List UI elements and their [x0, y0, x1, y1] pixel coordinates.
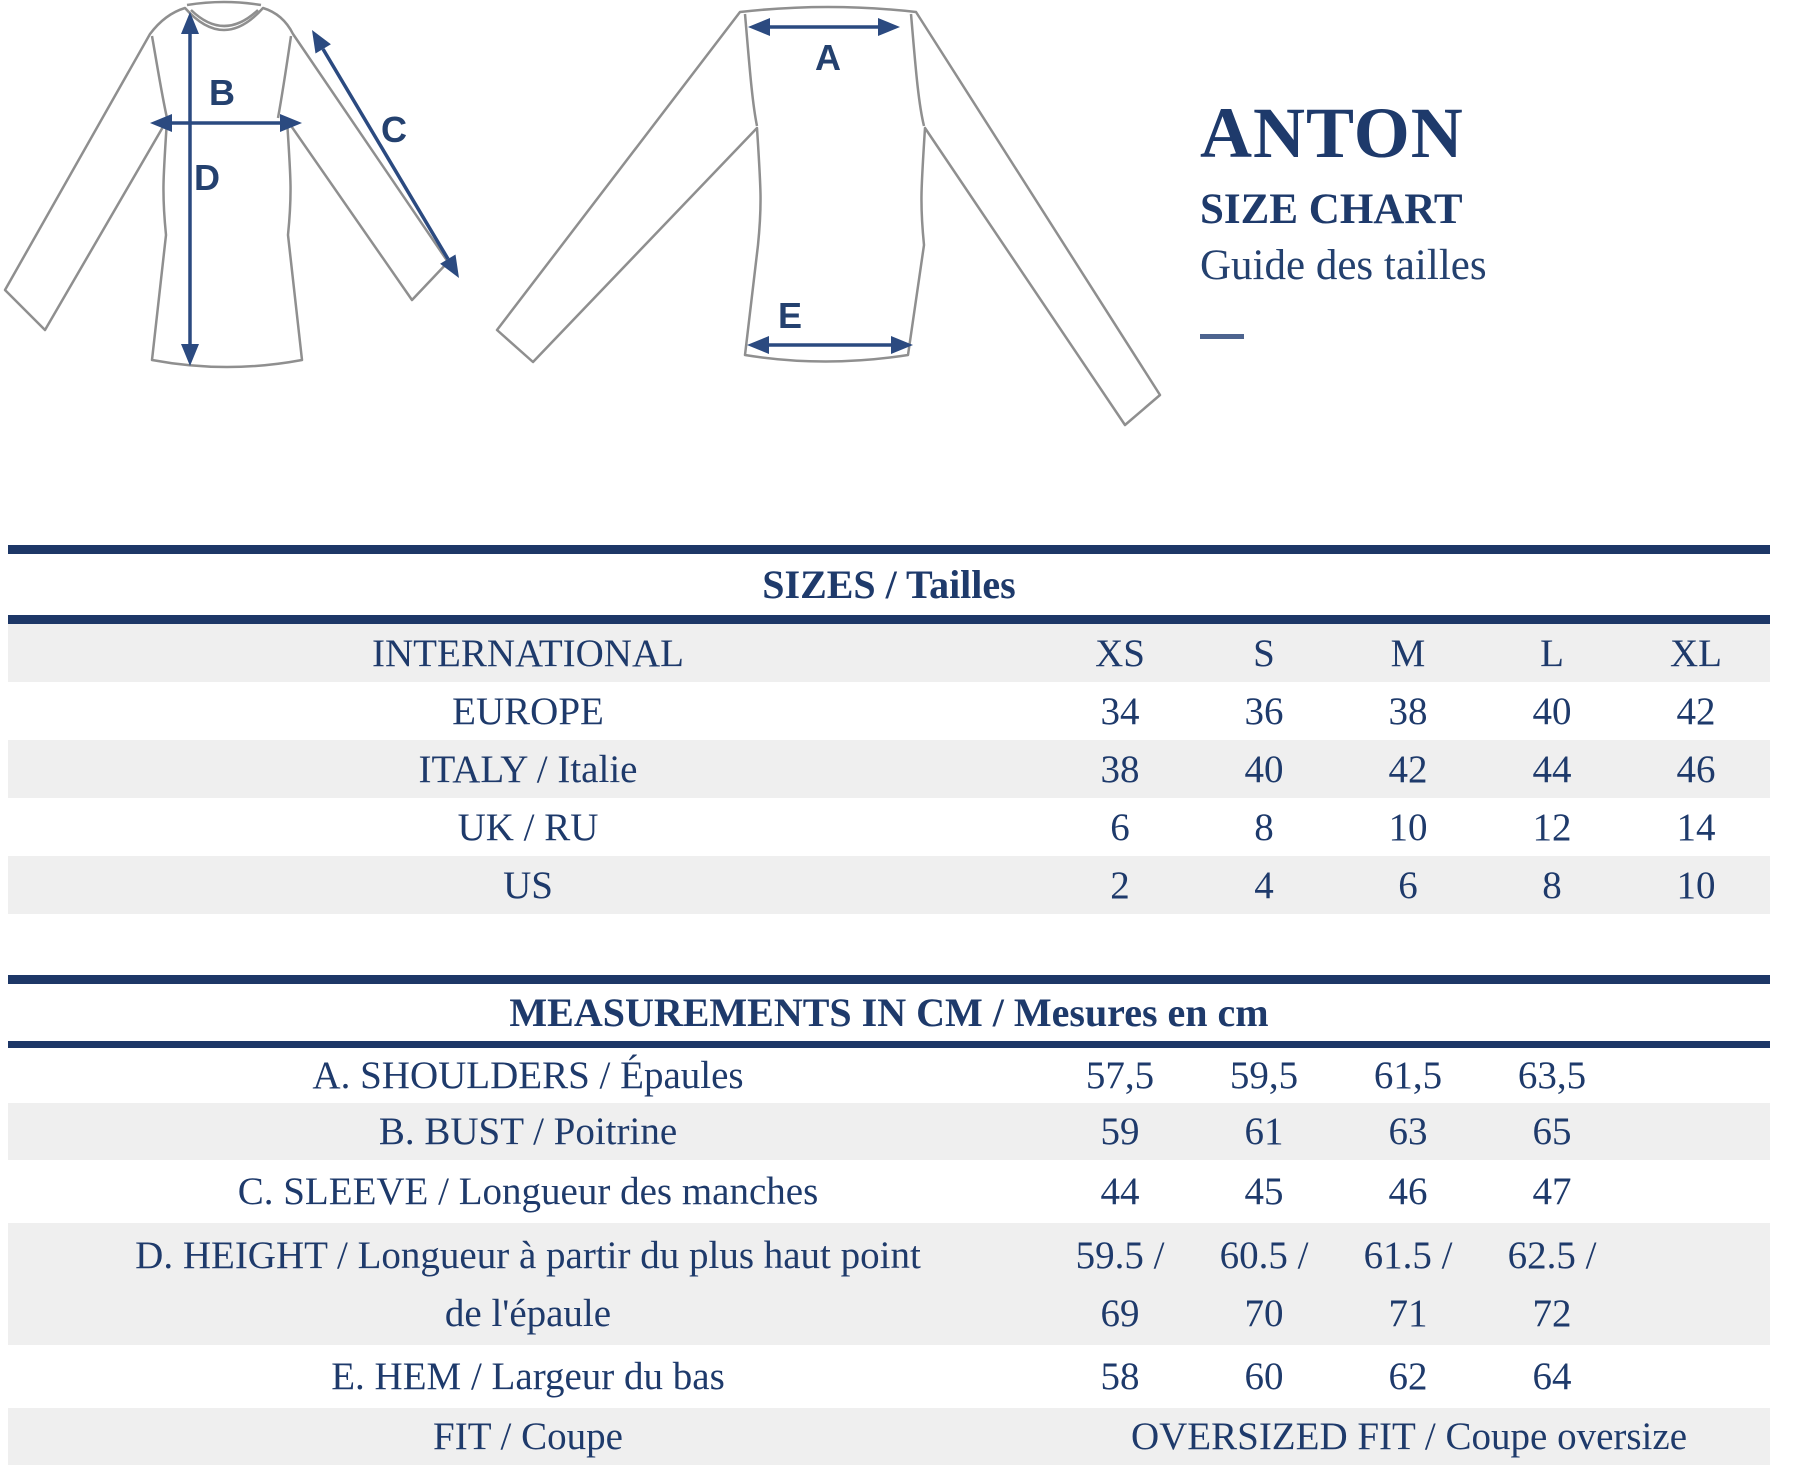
size-value: 42: [1388, 747, 1428, 791]
measure-value: [1336, 1223, 1480, 1345]
table-row-international: [8, 624, 1770, 682]
empty-cell: [1624, 1103, 1768, 1160]
row-label: A. SHOULDERS / Épaules: [312, 1054, 744, 1097]
rule-under-sizes-header: [8, 615, 1770, 624]
size-value: S: [1253, 631, 1275, 675]
label-A: A: [815, 37, 841, 78]
measure-value: [1192, 1223, 1336, 1345]
brand-name: ANTON: [1200, 93, 1464, 173]
measure-value: 58: [1100, 1355, 1140, 1398]
measure-value: 63: [1388, 1110, 1428, 1153]
table-row-hem: [8, 1345, 1770, 1408]
row-label: [8, 1223, 1048, 1345]
value-line1: 61.5 /: [1363, 1233, 1453, 1277]
size-value: 2: [1110, 863, 1130, 907]
measure-value: 59,5: [1229, 1054, 1299, 1097]
measure-value: 61,5: [1373, 1054, 1443, 1097]
size-chart-title: SIZE CHART: [1200, 186, 1463, 233]
garment-front-outline: [5, 2, 448, 367]
value-line1: 62.5 /: [1507, 1233, 1597, 1277]
size-value: 44: [1532, 747, 1572, 791]
measure-value: 63,5: [1517, 1054, 1587, 1097]
measure-value: 47: [1532, 1170, 1572, 1213]
size-value: 34: [1100, 689, 1140, 733]
empty-cell: [1624, 1345, 1768, 1408]
empty-cell: [1624, 1160, 1768, 1223]
sleeve-arrow: [323, 49, 448, 259]
table-gap: [8, 914, 1770, 975]
label-E: E: [777, 295, 803, 336]
size-value: 4: [1254, 863, 1274, 907]
table-row-us: [8, 856, 1770, 914]
size-chart-title-fr: Guide des tailles: [1200, 242, 1487, 289]
value-line2: 70: [1244, 1291, 1284, 1335]
row-label: ITALY / Italie: [418, 747, 638, 791]
table-row-sleeve: [8, 1160, 1770, 1223]
value-line2: 72: [1532, 1291, 1572, 1335]
table-row-fit: [8, 1408, 1770, 1465]
empty-cell: [1624, 1048, 1768, 1103]
row-label: B. BUST / Poitrine: [378, 1110, 678, 1153]
size-value: 42: [1676, 689, 1716, 733]
size-value: 10: [1388, 805, 1428, 849]
label-C: C: [381, 109, 407, 150]
measure-value: 65: [1532, 1110, 1572, 1153]
table-row-bust: [8, 1103, 1770, 1160]
row-label: FIT / Coupe: [433, 1415, 623, 1458]
measure-value: 57,5: [1085, 1054, 1155, 1097]
size-value: L: [1540, 631, 1564, 675]
rule-top: [8, 545, 1770, 554]
row-label: UK / RU: [457, 805, 599, 849]
table-row-italy: [8, 740, 1770, 798]
measure-value: 61: [1244, 1110, 1284, 1153]
label-D: D: [194, 157, 220, 198]
size-value: XS: [1095, 631, 1145, 675]
table-row-uk: [8, 798, 1770, 856]
measure-value: [1048, 1223, 1192, 1345]
divider-dash: [1200, 334, 1244, 339]
size-value: 14: [1676, 805, 1716, 849]
measure-value: 60: [1244, 1355, 1284, 1398]
empty-cell: [1624, 1223, 1768, 1345]
row-label-line1: D. HEIGHT / Longueur à partir du plus haut point: [135, 1233, 921, 1277]
value-line1: 59.5 /: [1075, 1233, 1165, 1277]
row-label-line2: de l'épaule: [444, 1291, 612, 1335]
size-value: 38: [1100, 747, 1140, 791]
measure-value: 45: [1244, 1170, 1284, 1213]
size-value: 12: [1532, 805, 1572, 849]
row-label: EUROPE: [452, 689, 604, 733]
size-value: 8: [1254, 805, 1274, 849]
size-value: 46: [1676, 747, 1716, 791]
title-block: [1200, 94, 1620, 339]
table-row-height: [8, 1223, 1770, 1345]
size-value: 38: [1388, 689, 1428, 733]
size-value: M: [1390, 631, 1426, 675]
size-value: 8: [1542, 863, 1562, 907]
size-value: 36: [1244, 689, 1284, 733]
value-line1: 60.5 /: [1219, 1233, 1309, 1277]
size-value: XL: [1670, 631, 1722, 675]
value-line2: 71: [1388, 1291, 1428, 1335]
rule-above-measurements: [8, 975, 1770, 984]
row-label: E. HEM / Largeur du bas: [331, 1355, 725, 1398]
measure-value: [1480, 1223, 1624, 1345]
size-value: 40: [1532, 689, 1572, 733]
row-label: C. SLEEVE / Longueur des manches: [237, 1170, 819, 1213]
measure-value: 46: [1388, 1170, 1428, 1213]
size-value: 6: [1110, 805, 1130, 849]
row-label: INTERNATIONAL: [372, 631, 684, 675]
measure-value: 59: [1100, 1110, 1140, 1153]
size-tables: [8, 545, 1770, 1465]
size-value: 6: [1398, 863, 1418, 907]
size-value: 10: [1676, 863, 1716, 907]
table-row-shoulders: [8, 1048, 1770, 1103]
value-line2: 69: [1100, 1291, 1140, 1335]
measure-value: 62: [1388, 1355, 1428, 1398]
row-label: US: [503, 863, 553, 907]
label-B: B: [209, 72, 235, 113]
garment-diagrams: [0, 0, 1240, 445]
measure-value: 44: [1100, 1170, 1140, 1213]
sizes-header: SIZES / Tailles: [762, 562, 1016, 607]
rule-under-measurements-header: [8, 1041, 1770, 1048]
measurements-header: MEASUREMENTS IN CM / Mesures en cm: [509, 990, 1269, 1035]
fit-value: OVERSIZED FIT / Coupe oversize: [1130, 1415, 1688, 1458]
measure-value: 64: [1532, 1355, 1572, 1398]
size-value: 40: [1244, 747, 1284, 791]
table-row-europe: [8, 682, 1770, 740]
